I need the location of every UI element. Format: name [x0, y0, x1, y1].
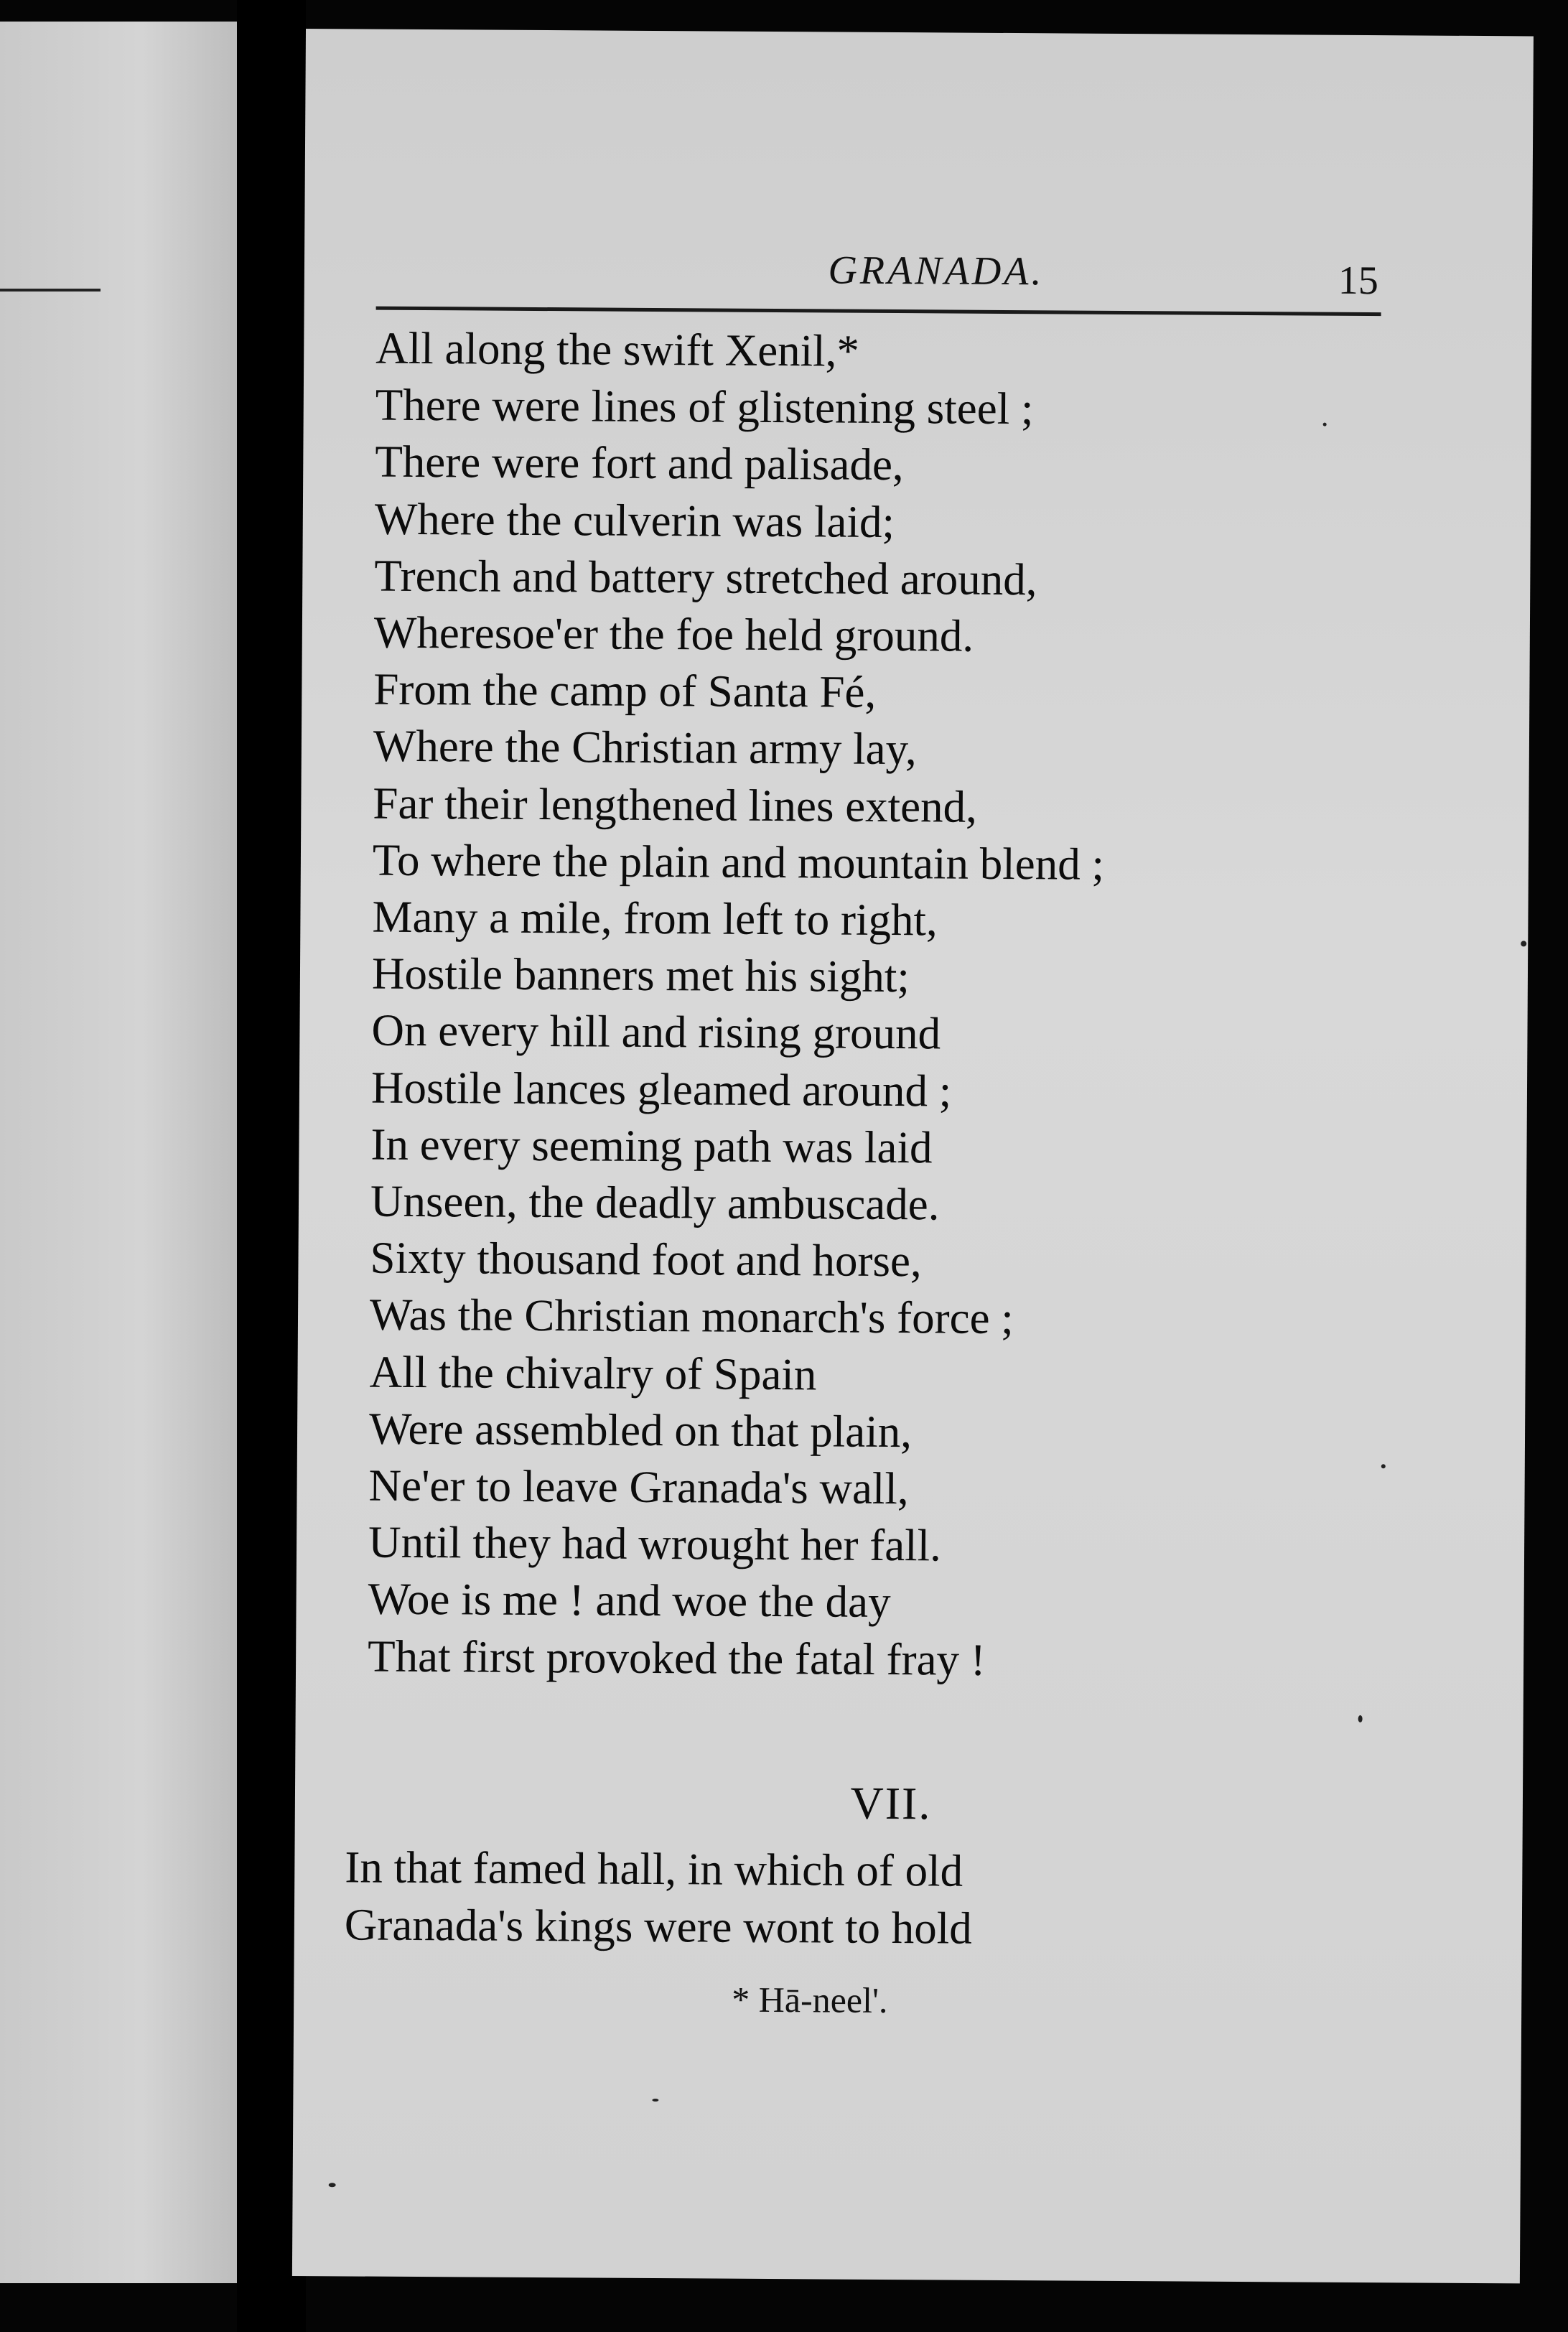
footnote: * Hā-neel'.	[732, 1979, 888, 2021]
verse-line: Where the Christian army lay,	[373, 721, 918, 775]
verse-line: That first provoked the fatal fray !	[367, 1631, 986, 1685]
verse-line: Trench and battery stretched around,	[374, 550, 1037, 605]
running-head: GRANADA.	[828, 248, 1045, 294]
paper-specks	[306, 29, 1534, 36]
section-number: VII.	[850, 1777, 932, 1829]
verse-line: Granada's kings were wont to hold	[344, 1899, 972, 1954]
verse-line: Where the culverin was laid;	[374, 493, 895, 547]
verse-line: There were fort and palisade,	[375, 437, 904, 490]
verse-line: Far their lengthened lines extend,	[373, 778, 978, 832]
verse-line: Woe is me ! and woe the day	[368, 1574, 891, 1628]
verse-line: Many a mile, from left to right,	[372, 891, 938, 946]
verse-line: Hostile lances gleamed around ;	[370, 1062, 952, 1116]
verse-line: Unseen, the deadly ambuscade.	[370, 1175, 940, 1230]
verse-line: On every hill and rising ground	[371, 1005, 941, 1059]
verse-line: All the chivalry of Spain	[369, 1346, 817, 1400]
verse-line: Were assembled on that plain,	[368, 1403, 913, 1458]
verse-line: In that famed hall, in which of old	[345, 1842, 963, 1896]
previous-page-edge	[0, 22, 237, 2283]
verse-line: Wheresoe'er the foe held ground.	[373, 607, 974, 661]
verse-line: Ne'er to leave Granada's wall,	[368, 1460, 909, 1514]
verse-stanza	[368, 320, 1424, 1692]
verse-line: In every seeming path was laid	[370, 1119, 933, 1173]
verse-line: Sixty thousand foot and horse,	[370, 1232, 922, 1287]
verse-stanza-vii	[345, 1838, 1394, 1959]
verse-line: There were lines of glistening steel ;	[375, 379, 1034, 434]
verse-line: Hostile banners met his sight;	[371, 948, 910, 1002]
verse-line: From the camp of Santa Fé,	[373, 663, 877, 718]
verse-line: All along the swift Xenil,*	[375, 322, 860, 376]
verse-line: To where the plain and mountain blend ;	[372, 834, 1105, 890]
page-number: 15	[1338, 258, 1379, 304]
book-page	[292, 29, 1534, 2283]
verse-line: Was the Christian monarch's force ;	[369, 1289, 1014, 1344]
header-rule	[376, 307, 1381, 317]
verse-line: Until they had wrought her fall.	[368, 1516, 942, 1571]
previous-page-rule	[0, 289, 101, 292]
